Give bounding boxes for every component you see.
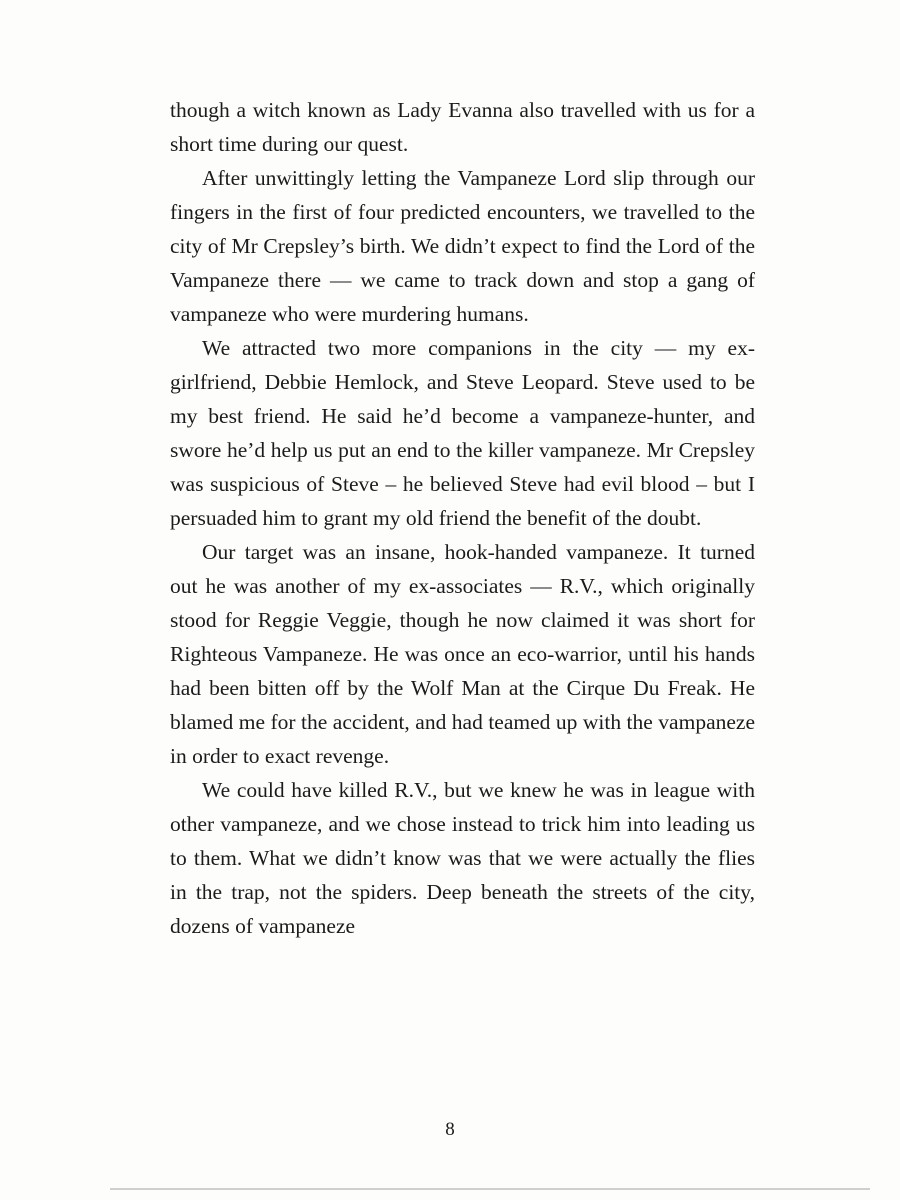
- page-bottom-edge: [110, 1188, 870, 1190]
- page-number: 8: [445, 1119, 455, 1140]
- paragraph-2: After unwittingly letting the Vampaneze Lord slip through our fingers in the first of four predicted encounters, we travelled to the city of Mr Crepsley’s birth. We didn’t expect to find the Lord of the Vampaneze there — we came to track down and stop a gang of vampaneze who were murdering humans.: [170, 166, 755, 326]
- body-text: [170, 93, 755, 943]
- paragraph-3: We attracted two more companions in the city — my ex-girlfriend, Debbie Hemlock, and Steve Leopard. Steve used to be my best friend. He said he’d become a vampaneze-hunter, and swore he’d help us put an end to the killer vampaneze. Mr Crepsley was suspicious of Steve – he believed Steve had evil blood – but I persuaded him to grant my old friend the benefit of the doubt.: [170, 336, 755, 530]
- paragraph-1: though a witch known as Lady Evanna also travelled with us for a short time during our quest.: [170, 98, 755, 156]
- paragraph-4: Our target was an insane, hook-handed vampaneze. It turned out he was another of my ex-associates — R.V., which originally stood for Reggie Veggie, though he now claimed it was short for Righteous Vampaneze. He was once an eco-warrior, until his hands had been bitten off by the Wolf Man at the Cirque Du Freak. He blamed me for the accident, and had teamed up with the vampaneze in order to exact revenge.: [170, 540, 755, 768]
- paragraph-5: We could have killed R.V., but we knew he was in league with other vampaneze, and we chose instead to trick him into leading us to them. What we didn’t know was that we were actually the flies in the trap, not the spiders. Deep beneath the streets of the city, dozens of vampaneze: [170, 778, 755, 938]
